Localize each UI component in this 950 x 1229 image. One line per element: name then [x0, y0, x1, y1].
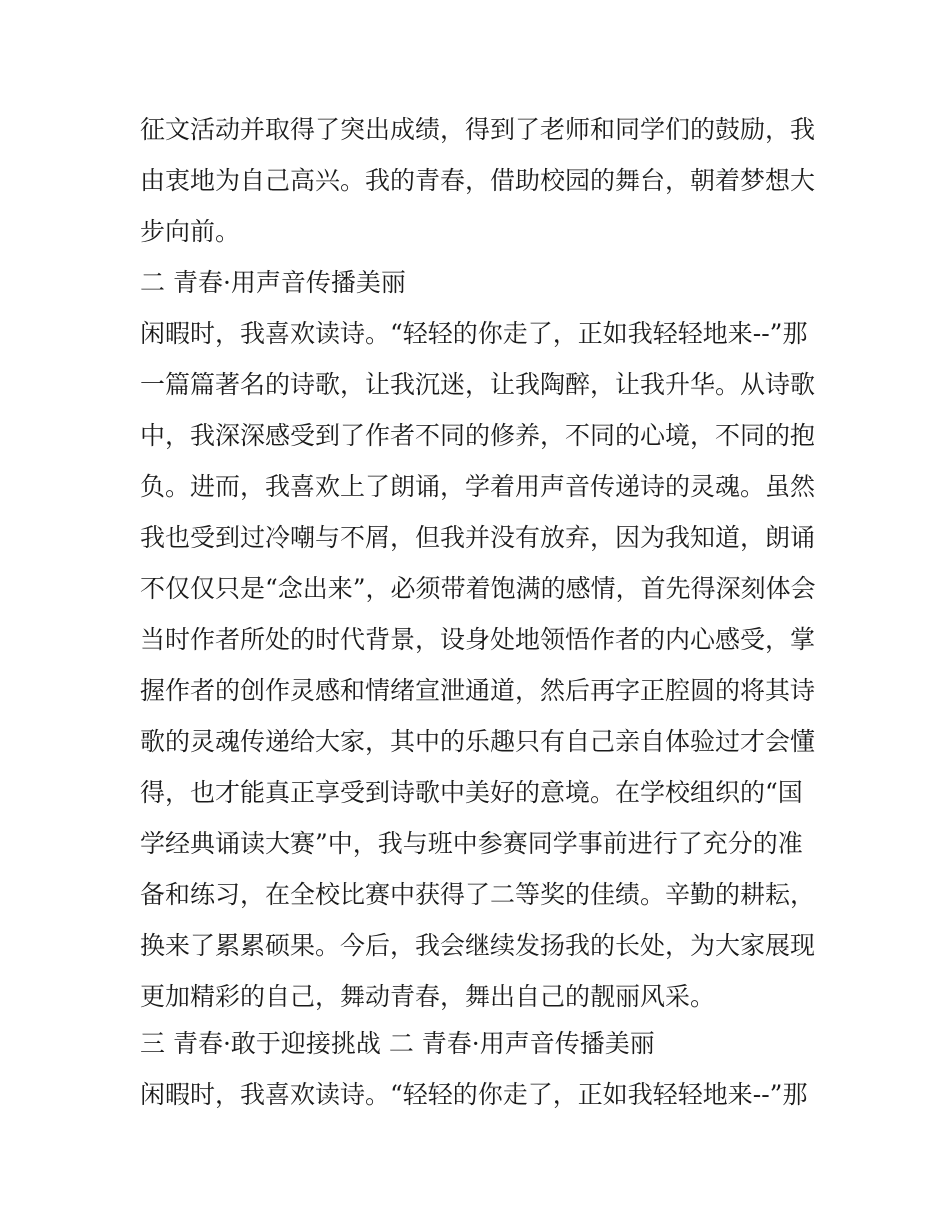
- paragraph-line: 不仅仅只是“念出来”，必须带着饱满的感情，首先得深刻体会: [140, 574, 816, 603]
- paragraph-line: 得，也才能真正享受到诗歌中美好的意境。在学校组织的“国: [140, 778, 803, 807]
- paragraph-line: 步向前。: [140, 217, 241, 246]
- paragraph-line: 歌的灵魂传递给大家，其中的乐趣只有自己亲自体验过才会懂: [140, 727, 816, 756]
- section-heading: 三 青春·敢于迎接挑战 二 青春·用声音传播美丽: [140, 1029, 655, 1058]
- paragraph-line: 我也受到过冷嘲与不屑，但我并没有放弃，因为我知道，朗诵: [140, 523, 816, 552]
- paragraph-line: 闲暇时，我喜欢读诗。“轻轻的你走了，正如我轻轻地来--”那: [140, 319, 808, 348]
- paragraph-line: 换来了累累硕果。今后，我会继续发扬我的长处，为大家展现: [140, 931, 816, 960]
- paragraph-line: 由衷地为自己高兴。我的青春，借助校园的舞台，朝着梦想大: [140, 166, 816, 195]
- paragraph-line: 中，我深深感受到了作者不同的修养，不同的心境，不同的抱: [140, 421, 816, 450]
- paragraph-line: 当时作者所处的时代背景，设身处地领悟作者的内心感受，掌: [140, 625, 816, 654]
- paragraph-line: 备和练习，在全校比赛中获得了二等奖的佳绩。辛勤的耕耘，: [140, 880, 816, 909]
- section-heading: 二 青春·用声音传播美丽: [140, 268, 406, 297]
- paragraph-line: 学经典诵读大赛”中，我与班中参赛同学事前进行了充分的准: [140, 829, 803, 858]
- paragraph-line: 更加精彩的自己，舞动青春，舞出自己的靓丽风采。: [140, 982, 716, 1011]
- paragraph-line: 闲暇时，我喜欢读诗。“轻轻的你走了，正如我轻轻地来--”那: [140, 1080, 808, 1109]
- paragraph-line: 握作者的创作灵感和情绪宣泄通道，然后再字正腔圆的将其诗: [140, 676, 816, 705]
- paragraph-line: 征文活动并取得了突出成绩，得到了老师和同学们的鼓励，我: [140, 115, 816, 144]
- paragraph-line: 负。进而，我喜欢上了朗诵，学着用声音传递诗的灵魂。虽然: [140, 472, 816, 501]
- paragraph-line: 一篇篇著名的诗歌，让我沉迷，让我陶醉，让我升华。从诗歌: [140, 370, 816, 399]
